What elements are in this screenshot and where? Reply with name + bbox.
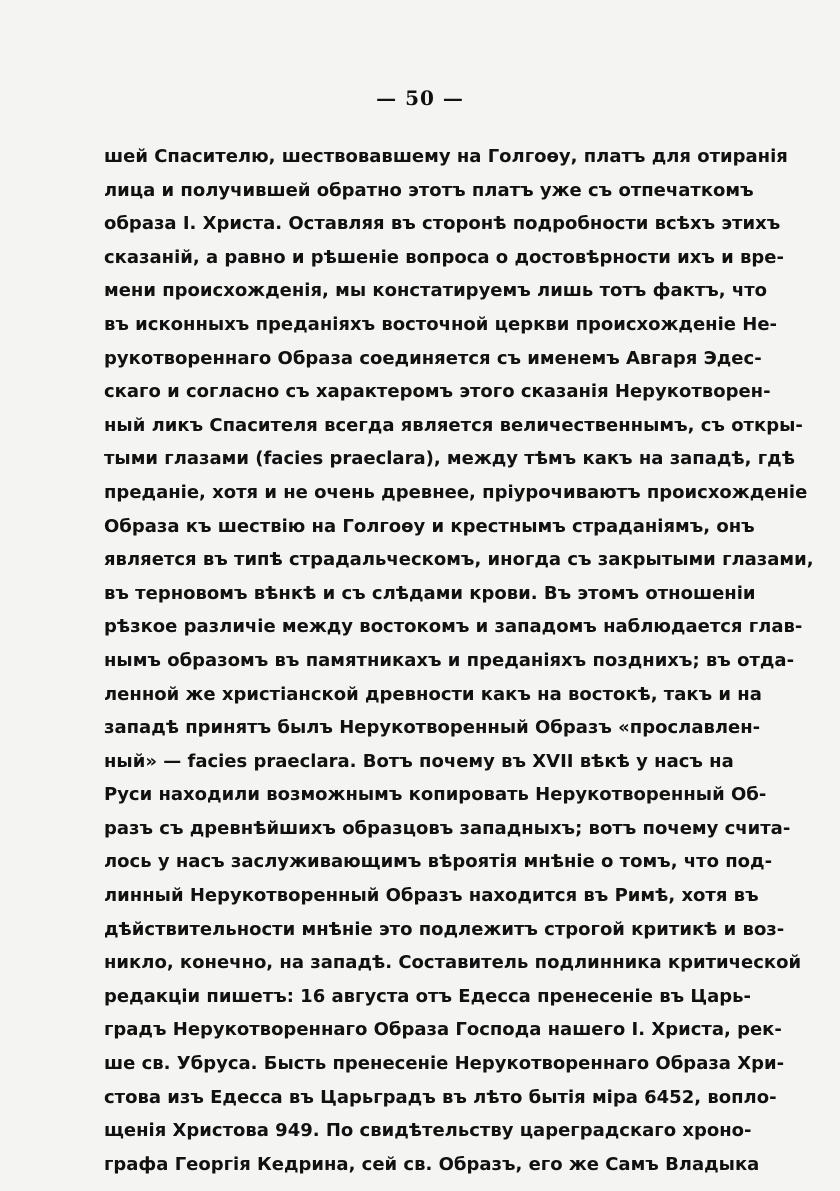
text-line: мени происхожденія, мы констатируемъ лишь тотъ фактъ, что	[104, 280, 768, 302]
text-line: сказаній, а равно и рѣшеніе вопроса о достовѣрности ихъ и вре-	[104, 246, 784, 268]
text-line: никло, конечно, на западѣ. Составитель подлинника критической	[104, 952, 802, 974]
text-line: является въ типѣ страдальческомъ, иногда съ закрытыми глазами,	[104, 549, 814, 571]
body-text	[104, 140, 814, 1181]
text-line: ленной же христіанской древности какъ на востокѣ, такъ и на	[104, 683, 762, 705]
text-line: линный Нерукотворенный Образъ находится въ Римѣ, хотя въ	[104, 885, 759, 907]
text-line: въ исконныхъ преданіяхъ восточной церкви происхожденіе Не-	[104, 313, 777, 335]
text-line: ный» — facies praeclara. Вотъ почему въ XVII вѣкѣ у насъ на	[104, 750, 734, 772]
text-line: графа Георгія Кедрина, сей св. Образъ, его же Самъ Владыка	[104, 1153, 760, 1175]
text-line: стова изъ Едесса въ Царьградъ въ лѣто бытія міра 6452, вопло-	[104, 1086, 777, 1108]
text-line: ше св. Убруса. Бысть пренесеніе Нерукотвореннаго Образа Хри-	[104, 1053, 785, 1075]
text-line: дѣйствительности мнѣніе это подлежитъ строгой критикѣ и воз-	[104, 918, 785, 940]
page-number: — 50 —	[376, 86, 464, 110]
text-line: Руси находили возможнымъ копировать Нерукотворенный Об-	[104, 784, 767, 806]
text-line: въ терновомъ вѣнкѣ и съ слѣдами крови. Въ этомъ отношеніи	[104, 582, 756, 604]
text-line: нымъ образомъ въ памятникахъ и преданіяхъ позднихъ; въ отда-	[104, 649, 795, 671]
text-line: лось у насъ заслуживающимъ вѣроятія мнѣніе о томъ, что под-	[104, 851, 773, 873]
text-line: лица и получившей обратно этотъ платъ уже съ отпечаткомъ	[104, 179, 754, 201]
text-line: Образа къ шествію на Голгоѳу и крестнымъ страданіямъ, онъ	[104, 515, 755, 537]
text-line: градъ Нерукотвореннаго Образа Господа нашего І. Христа, рек-	[104, 1019, 782, 1041]
text-line: рѣзкое различіе между востокомъ и западомъ наблюдается глав-	[104, 616, 803, 638]
text-line: разъ съ древнѣйшихъ образцовъ западныхъ; вотъ почему счита-	[104, 817, 791, 839]
text-line: щенія Христова 949. По свидѣтельству цареградскаго хроно-	[104, 1120, 752, 1142]
text-line: шей Спасителю, шествовавшему на Голгоѳу, платъ для отиранія	[104, 146, 788, 167]
text-line: рукотвореннаго Образа соединяется съ именемъ Авгаря Эдес-	[104, 347, 762, 369]
text-line: редакціи пишетъ: 16 августа отъ Едесса пренесеніе въ Царь-	[104, 985, 751, 1007]
text-line: преданіе, хотя и не очень древнее, пріурочиваютъ происхожденіе	[104, 481, 808, 503]
text-line: тыми глазами (facies praeclara), между тѣмъ какъ на западѣ, гдѣ	[104, 448, 795, 470]
text-line: образа І. Христа. Оставляя въ сторонѣ подробности всѣхъ этихъ	[104, 213, 781, 235]
text-line: скаго и согласно съ характеромъ этого сказанія Нерукотворен-	[104, 381, 771, 403]
text-line: западѣ принятъ былъ Нерукотворенный Образъ «прославлен-	[104, 717, 761, 739]
text-line: ный ликъ Спасителя всегда является величественнымъ, съ откры-	[104, 414, 803, 436]
